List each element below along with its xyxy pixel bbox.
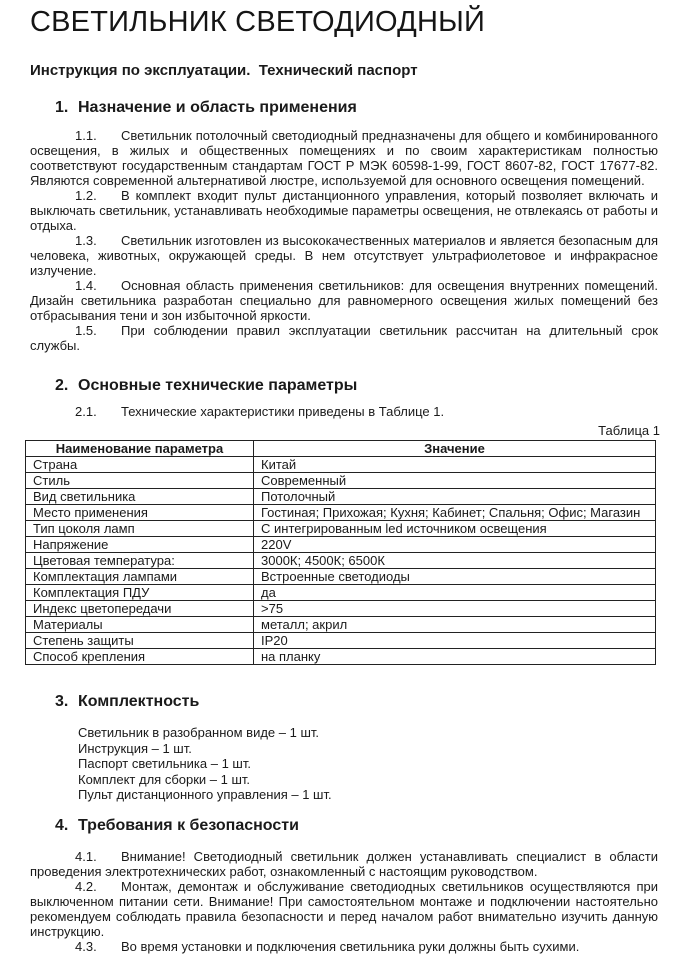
parameter-value: да <box>254 585 656 601</box>
paragraph-1-3 <box>30 233 658 278</box>
parameter-name: Место применения <box>26 505 254 521</box>
paragraph-number: 1.2. <box>75 188 97 203</box>
table-row <box>26 473 656 489</box>
table-row <box>26 505 656 521</box>
paragraph-1-5 <box>30 323 658 353</box>
parameter-value: С интегрированным led источником освещения <box>254 521 656 537</box>
section-4-heading <box>30 817 658 835</box>
section-number: 2. <box>55 377 69 394</box>
table-row <box>26 601 656 617</box>
parameter-value: >75 <box>254 601 656 617</box>
paragraph-4-2 <box>30 879 658 939</box>
section-title: Требования к безопасности <box>78 816 299 834</box>
parameter-value: на планку <box>254 649 656 665</box>
paragraph-text: Технические характеристики приведены в Таблице 1. <box>121 404 445 419</box>
parameter-name: Вид светильника <box>26 489 254 505</box>
parameters-table <box>25 440 656 665</box>
parameter-name: Комплектация лампами <box>26 569 254 585</box>
paragraph-2-1 <box>30 404 658 419</box>
table-row <box>26 457 656 473</box>
section-2-heading <box>30 377 658 395</box>
table-row <box>26 553 656 569</box>
section-number: 1. <box>55 99 69 116</box>
section-number: 4. <box>55 816 69 834</box>
parameter-value: Потолочный <box>254 489 656 505</box>
parameter-name: Материалы <box>26 617 254 633</box>
parameter-name: Страна <box>26 457 254 473</box>
paragraph-4-1 <box>30 849 658 879</box>
list-item: Инструкция – 1 шт. <box>78 740 192 756</box>
paragraph-1-4 <box>30 278 658 323</box>
table-row <box>26 633 656 649</box>
table-header-row <box>26 441 656 457</box>
parameter-name: Степень защиты <box>26 633 254 649</box>
parameter-value: Китай <box>254 457 656 473</box>
parameter-name: Комплектация ПДУ <box>26 585 254 601</box>
table-header-value: Значение <box>254 441 656 457</box>
paragraph-number: 1.3. <box>75 233 97 248</box>
section-1-heading <box>30 99 658 117</box>
list-item: Пульт дистанционного управления – 1 шт. <box>78 787 332 802</box>
table-row <box>26 617 656 633</box>
paragraph-text: В комплект входит пульт дистанционного управления, который позволяет включать и выключать светильник, устанавливать необходимые параметры освещения, не отвлекаясь от работы и отдыха. <box>30 188 658 233</box>
table-row <box>26 569 656 585</box>
section-3-heading <box>30 693 658 711</box>
paragraph-number: 1.5. <box>75 323 97 338</box>
parameter-name: Напряжение <box>26 537 254 553</box>
section-title: Назначение и область применения <box>78 99 357 116</box>
parameter-value: металл; акрил <box>254 617 656 633</box>
table-row <box>26 537 656 553</box>
parameter-name: Стиль <box>26 473 254 489</box>
table-row <box>26 585 656 601</box>
parameter-value: 220V <box>254 537 656 553</box>
section-number: 3. <box>55 693 69 710</box>
paragraph-text: Во время установки и подключения светильника руки должны быть сухими. <box>121 938 580 954</box>
table-header-parameter: Наименование параметра <box>26 441 254 457</box>
parameter-value: Современный <box>254 473 656 489</box>
paragraph-text: Монтаж, демонтаж и обслуживание светодиодных светильников осуществляются при выключенном питании сети. Внимание! При самостоятельном монтаже и подключении настоятельно рекомендуем соблюдать правила безопасности и перед началом работ внимательно изучить данную инструкцию. <box>30 878 658 939</box>
parameter-name: Цветовая температура: <box>26 553 254 569</box>
parameter-name: Тип цоколя ламп <box>26 521 254 537</box>
parameter-value: IP20 <box>254 633 656 649</box>
list-item: Паспорт светильника – 1 шт. <box>78 756 251 771</box>
paragraph-number: 2.1. <box>75 404 97 419</box>
table-caption: Таблица 1 <box>598 423 660 438</box>
parameter-name: Способ крепления <box>26 649 254 665</box>
document-subtitle: Инструкция по эксплуатации. Технический паспорт <box>30 62 418 79</box>
paragraph-number: 4.3. <box>75 938 97 954</box>
paragraph-text: Светильник потолочный светодиодный предназначены для общего и комбинированного освещения, в жилых и общественных помещениях и по своим характеристикам полностью соответствуют государственным стандартам ГОСТ Р МЭК 60598-1-99, ГОСТ 8607-82, ГОСТ 17677-82. Являются современной альтернативой люстре, используемой для основного освещения помещений. <box>30 128 658 188</box>
paragraph-number: 1.4. <box>75 278 97 293</box>
paragraph-text: При соблюдении правил эксплуатации светильник рассчитан на длительный срок службы. <box>30 323 658 353</box>
section-title: Комплектность <box>78 693 200 710</box>
paragraph-text: Внимание! Светодиодный светильник должен устанавливать специалист в области проведения электротехнических работ, ознакомленный с настоящим руководством. <box>30 848 658 879</box>
table-row <box>26 489 656 505</box>
list-item: Комплект для сборки – 1 шт. <box>78 771 251 787</box>
list-item: Светильник в разобранном виде – 1 шт. <box>78 725 320 740</box>
parameter-value: 3000К; 4500К; 6500К <box>254 553 656 569</box>
section-title: Основные технические параметры <box>78 377 358 394</box>
paragraph-1-2 <box>30 188 658 233</box>
paragraph-4-3 <box>30 939 658 954</box>
paragraph-number: 1.1. <box>75 128 97 143</box>
paragraph-number: 4.1. <box>75 848 97 864</box>
paragraph-1-1 <box>30 128 658 188</box>
parameter-value: Встроенные светодиоды <box>254 569 656 585</box>
parameter-value: Гостиная; Прихожая; Кухня; Кабинет; Спальня; Офис; Магазин <box>254 505 656 521</box>
table-row <box>26 521 656 537</box>
parameter-name: Индекс цветопередачи <box>26 601 254 617</box>
paragraph-text: Светильник изготовлен из высококачественных материалов и является безопасным для человека, животных, окружающей среды. В нем отсутствует ультрафиолетовое и инфракрасное излучение. <box>30 233 658 278</box>
page-title: СВЕТИЛЬНИК СВЕТОДИОДНЫЙ <box>30 6 486 38</box>
paragraph-number: 4.2. <box>75 878 97 894</box>
paragraph-text: Основная область применения светильников: для освещения внутренних помещений. Дизайн светильника разработан специально для равномерного освещения жилых помещений без отбрасывания тени и зон избыточной яркости. <box>30 278 658 323</box>
table-row <box>26 649 656 665</box>
kit-contents-list <box>78 725 658 803</box>
